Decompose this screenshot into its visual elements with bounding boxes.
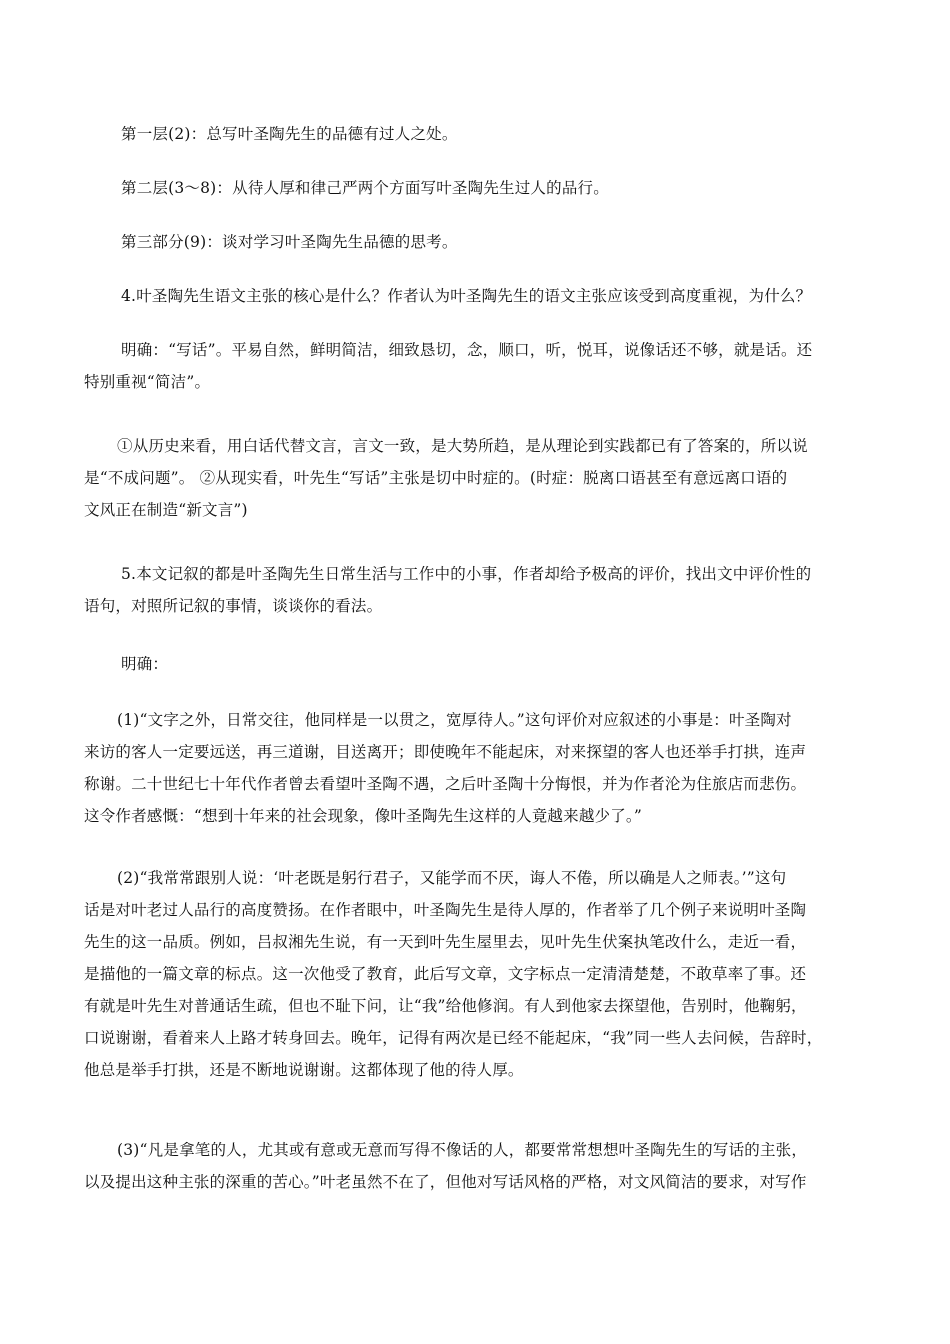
- text-line: 是描他的一篇文章的标点。这一次他受了教育，此后写文章，文字标点一定清清楚楚，不敢草率了事。还: [84, 965, 807, 983]
- paragraph-layer-two: [84, 172, 874, 204]
- text-line: 这令作者感慨：“想到十年来的社会现象，像叶圣陶先生这样的人竟越来越少了。”: [84, 807, 643, 825]
- text-line: 有就是叶先生对普通话生疏，但也不耻下问，让“我”给他修润。有人到他家去探望他，告别时，他鞠躬，: [84, 997, 807, 1015]
- paragraph-layer-one: [84, 118, 874, 150]
- answer-5-item-3: [84, 1134, 874, 1198]
- text-line: 第三部分(9)：谈对学习叶圣陶先生品德的思考。: [121, 233, 458, 251]
- answer-5-label: [84, 648, 874, 680]
- text-line: 第二层(3～8)：从待人厚和律己严两个方面写叶圣陶先生过人的品行。: [121, 179, 609, 197]
- answer-4-core: [84, 334, 874, 398]
- text-line: 明确：: [121, 655, 169, 673]
- question-4: [84, 280, 874, 312]
- text-line: 第一层(2)：总写叶圣陶先生的品德有过人之处。: [121, 125, 458, 143]
- text-line: (1)“文字之外，日常交往，他同样是一以贯之，宽厚待人。”这句评价对应叙述的小事是：叶圣陶对: [117, 711, 792, 729]
- question-5: [84, 558, 874, 622]
- text-line: 5.本文记叙的都是叶圣陶先生日常生活与工作中的小事，作者却给予极高的评价，找出文中评价性的: [121, 565, 812, 583]
- text-line: 口说谢谢，看着来人上路才转身回去。晚年，记得有两次是已经不能起床，“我”同一些人去问候，告辞时，: [84, 1029, 823, 1047]
- text-line: 先生的这一品质。例如，吕叔湘先生说，有一天到叶先生屋里去，见叶先生伏案执笔改什么，走近一看，: [84, 933, 807, 951]
- answer-5-item-2: [84, 862, 874, 1086]
- text-line: (2)“我常常跟别人说：‘叶老既是躬行君子，又能学而不厌，诲人不倦，所以确是人之师表。’”这句: [117, 869, 787, 887]
- answer-5-item-1: [84, 704, 874, 832]
- text-line: 以及提出这种主张的深重的苦心。”叶老虽然不在了，但他对写话风格的严格，对文风简洁的要求，对写作: [84, 1173, 807, 1191]
- text-line: 话是对叶老过人品行的高度赞扬。在作者眼中，叶圣陶先生是待人厚的，作者举了几个例子来说明叶圣陶: [84, 901, 807, 919]
- text-line: 特别重视“简洁”。: [84, 373, 211, 391]
- text-line: 来访的客人一定要远送，再三道谢，目送离开；即使晚年不能起床，对来探望的客人也还举手打拱，连声: [84, 743, 807, 761]
- text-line: 称谢。二十世纪七十年代作者曾去看望叶圣陶不遇，之后叶圣陶十分悔恨，并为作者沦为住旅店而悲伤。: [84, 775, 807, 793]
- text-line: 他总是举手打拱，还是不断地说谢谢。这都体现了他的待人厚。: [84, 1061, 524, 1079]
- text-line: (3)“凡是拿笔的人，尤其或有意或无意而写得不像话的人，都要常常想想叶圣陶先生的写话的主张，: [117, 1141, 808, 1159]
- text-line: 明确：“写话”。平易自然，鲜明简洁，细致恳切，念，顺口，听，悦耳，说像话还不够，就是话。还: [121, 341, 813, 359]
- paragraph-part-three: [84, 226, 874, 258]
- text-line: 文风正在制造“新文言”): [84, 501, 248, 519]
- text-line: 语句，对照所记叙的事情，谈谈你的看法。: [84, 597, 383, 615]
- text-line: 4.叶圣陶先生语文主张的核心是什么？作者认为叶圣陶先生的语文主张应该受到高度重视，为什么？: [121, 287, 812, 305]
- text-line: 是“不成问题”。 ②从现实看，叶先生“写话”主张是切中时症的。(时症：脱离口语甚至有意远离口语的: [84, 469, 788, 487]
- text-line: ①从历史来看，用白话代替文言，言文一致，是大势所趋，是从理论到实践都已有了答案的，所以说: [117, 437, 808, 455]
- answer-4-reasons: [84, 430, 874, 526]
